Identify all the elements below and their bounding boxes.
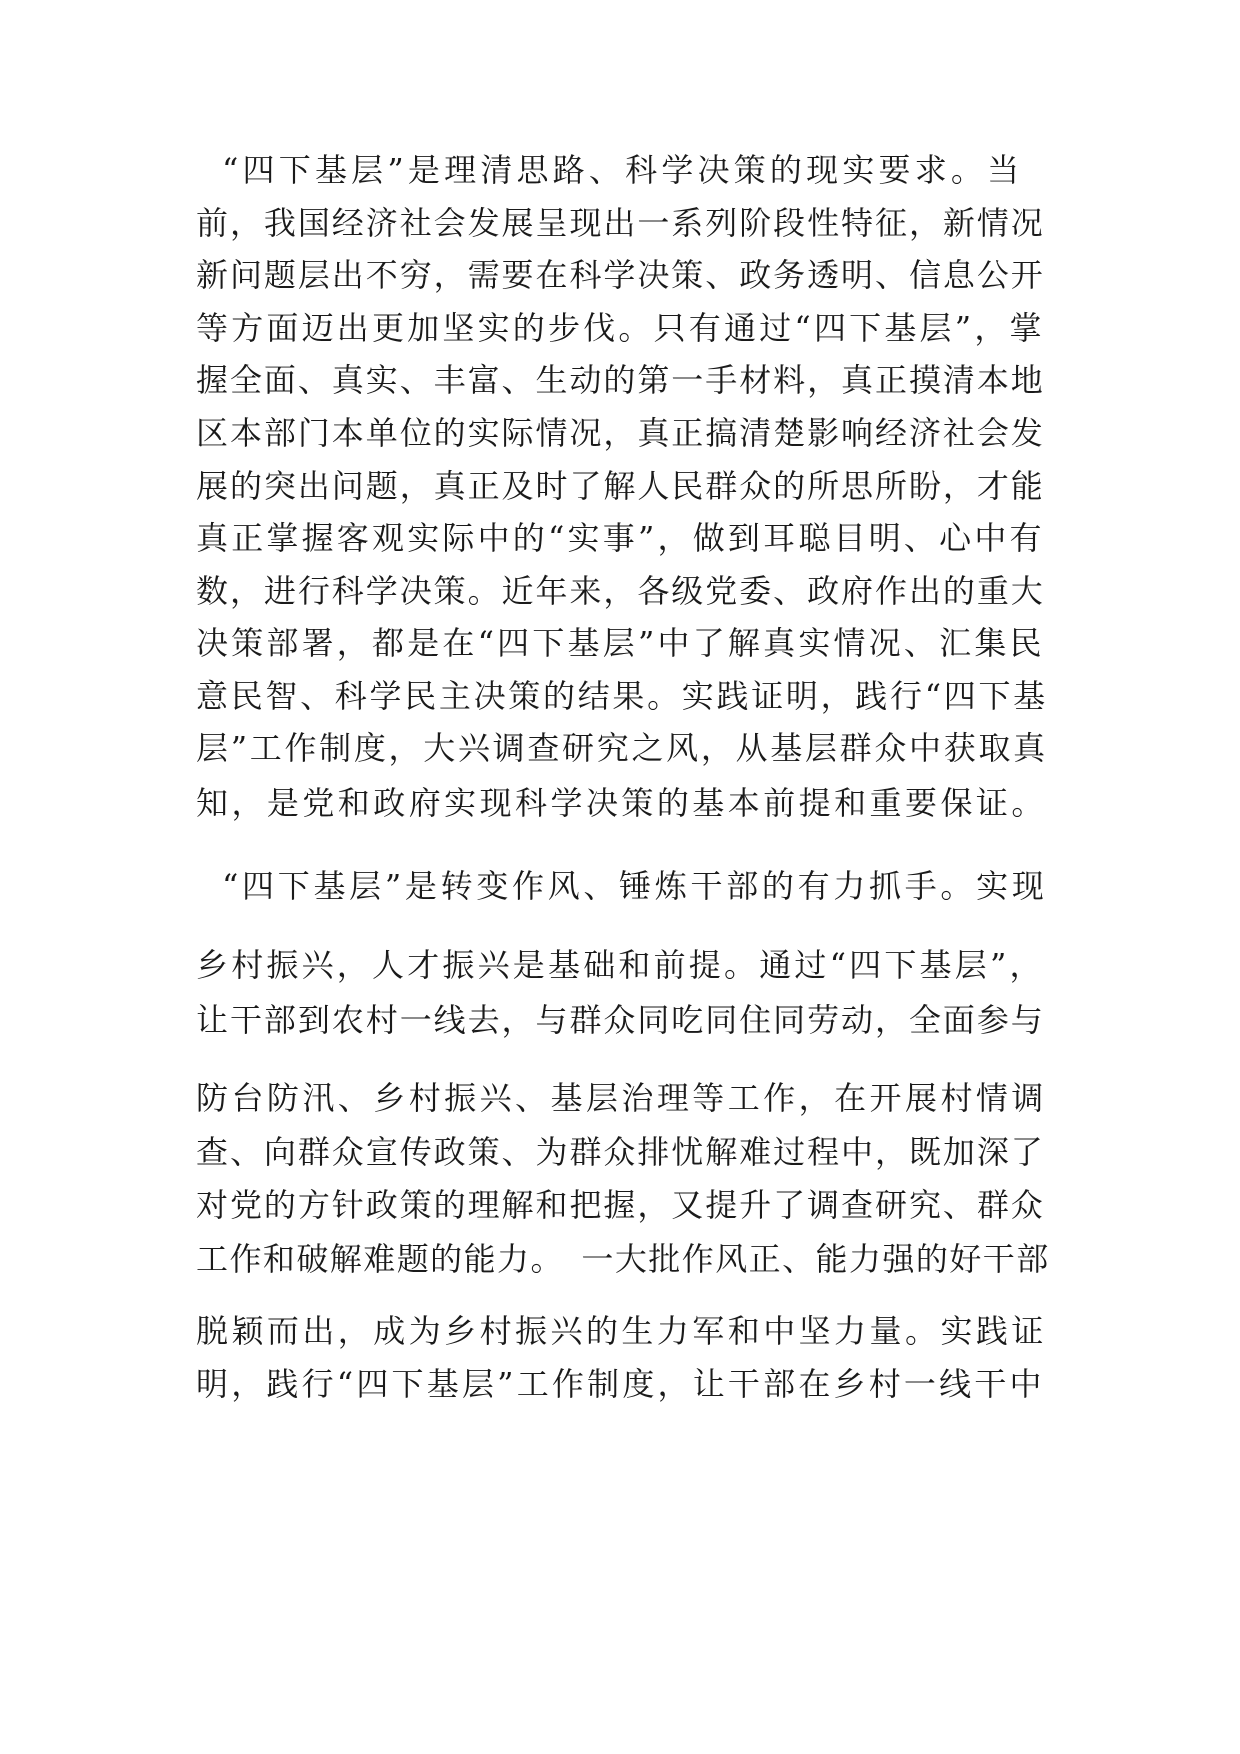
text-line: “四下基层”是转变作风、锤炼干部的有力抓手。实现: [222, 867, 1048, 905]
text-line: 区本部门本单位的实际情况，真正搞清楚影响经济社会发: [196, 414, 1045, 452]
text-line: 知，是党和政府实现科学决策的基本前提和重要保证。: [196, 784, 1047, 822]
text-line: 意民智、科学民主决策的结果。实践证明，践行“四下基: [196, 677, 1048, 715]
text-line: 防台防汛、乡村振兴、基层治理等工作，在开展村情调: [196, 1079, 1047, 1117]
text-line: 查、向群众宣传政策、为群众排忧解难过程中，既加深了: [196, 1133, 1045, 1171]
text-line: 让干部到农村一线去，与群众同吃同住同劳动，全面参与: [196, 1001, 1045, 1039]
text-line: 前，我国经济社会发展呈现出一系列阶段性特征，新情况: [196, 204, 1045, 242]
text-line: 新问题层出不穷，需要在科学决策、政务透明、信息公开: [196, 256, 1045, 294]
text-line: 工作和破解难题的能力。 一大批作风正、能力强的好干部: [196, 1240, 1050, 1278]
text-line: 决策部署，都是在“四下基层”中了解真实情况、汇集民: [196, 624, 1045, 662]
text-line: 真正掌握客观实际中的“实事”，做到耳聪目明、心中有: [196, 519, 1045, 557]
text-line: 数，进行科学决策。近年来，各级党委、政府作出的重大: [196, 572, 1045, 610]
text-line: 层”工作制度，大兴调查研究之风，从基层群众中获取真: [196, 729, 1048, 767]
text-line: 展的突出问题，真正及时了解人民群众的所思所盼，才能: [196, 467, 1045, 505]
text-line: 对党的方针政策的理解和把握，又提升了调查研究、群众: [196, 1186, 1045, 1224]
text-line: 等方面迈出更加坚实的步伐。只有通过“四下基层”，掌: [196, 309, 1045, 347]
text-line: 乡村振兴，人才振兴是基础和前提。通过“四下基层”，: [196, 946, 1045, 984]
text-line: 握全面、真实、丰富、生动的第一手材料，真正摸清本地: [196, 361, 1045, 399]
text-line: 脱颖而出，成为乡村振兴的生力军和中坚力量。实践证: [196, 1312, 1047, 1350]
text-line: 明，践行“四下基层”工作制度，让干部在乡村一线干中: [196, 1365, 1045, 1403]
text-line: “四下基层”是理清思路、科学决策的现实要求。当: [222, 151, 1024, 189]
